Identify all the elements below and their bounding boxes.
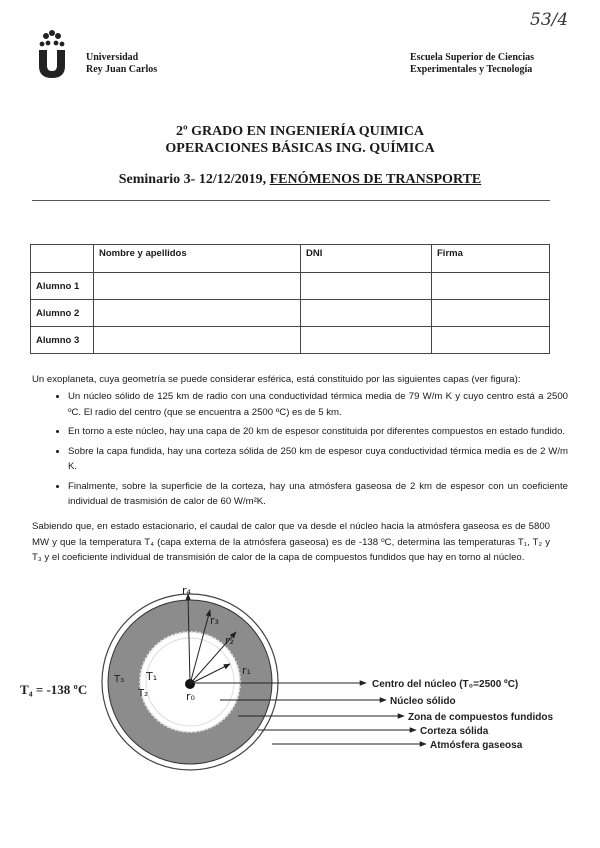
handwritten-note: 53/4	[530, 10, 569, 30]
signature-field[interactable]	[432, 327, 550, 354]
problem-intro: Un exoplaneta, cuya geometría se puede considerar esférica, está constituido por las siguientes capas (ver figura):	[32, 374, 521, 385]
dni-field[interactable]	[301, 300, 432, 327]
degree-title: 2º GRADO EN INGENIERÍA QUIMICA	[175, 124, 425, 139]
table-header-cell	[31, 245, 94, 273]
list-item: • Finalmente, sobre la superficie de la corteza, hay una atmósfera gaseosa de 2 km de espesor con un coeficiente individual de trasmisión de calor de 60 W/m²K.	[68, 479, 568, 510]
student-label: Alumno 1	[31, 273, 94, 300]
seminar-prefix: Seminario 3- 12/12/2019,	[118, 172, 270, 187]
problem-question: Sabiendo que, en estado estacionario, el caudal de calor que va desde el núcleo hacia la atmósfera gaseosa es de 5800 MW y que la temperatura T₄ (capa externa de la atmósfera gaseosa) es de -138 ºC, determina las temperaturas T₁, T₂ y T₃ y el coeficiente individual de transmisión de calor de la capa de compuestos fundidos que hay en torno al núcleo.	[32, 521, 550, 563]
student-label: Alumno 2	[31, 300, 94, 327]
seminar-title	[0, 172, 600, 188]
table-row	[31, 300, 550, 327]
university-line1: Universidad	[86, 52, 139, 63]
student-label: Alumno 3	[31, 327, 94, 354]
university-logo	[34, 30, 70, 78]
list-item: • Sobre la capa fundida, hay una corteza sólida de 250 km de espesor cuya conductividad térmica media es de 2 W/m K.	[68, 444, 568, 475]
list-item: • Un núcleo sólido de 125 km de radio con una conductividad térmica media de 79 W/m K y cuyo centro está a 2500 ºC. El radio del centro (que se encuentra a 2500 ºC) es de 5 km.	[68, 389, 568, 420]
school-line1: Escuela Superior de Ciencias	[410, 52, 534, 63]
list-item: • En torno a este núcleo, hay una capa de 20 km de espesor constituida por diferentes compuestos en estado fundido.	[68, 424, 568, 440]
name-field[interactable]	[94, 327, 301, 354]
temp-label-t2: T₂	[138, 688, 149, 699]
students-table	[30, 244, 550, 354]
university-name	[86, 52, 157, 76]
dni-field[interactable]	[301, 273, 432, 300]
legend-solid-core: Núcleo sólido	[390, 696, 456, 707]
radius-label-r0: r₀	[186, 690, 195, 703]
table-row	[31, 273, 550, 300]
legend-molten-zone: Zona de compuestos fundidos	[408, 712, 554, 723]
radius-label-r3: r₃	[210, 614, 219, 627]
dni-field[interactable]	[301, 327, 432, 354]
table-header-cell: Firma	[432, 245, 550, 273]
legend-center: Centro del núcleo (T₀=2500 ºC)	[372, 679, 519, 690]
school-line2: Experimentales y Tecnología	[410, 64, 533, 75]
table-header-cell: Nombre y apellidos	[94, 245, 301, 273]
radius-label-r4: r₄	[182, 584, 191, 597]
legend-atmosphere: Atmósfera gaseosa	[430, 740, 523, 751]
legend-crust: Corteza sólida	[420, 726, 489, 737]
university-line2: Rey Juan Carlos	[86, 64, 158, 75]
course-title: OPERACIONES BÁSICAS ING. QUÍMICA	[165, 141, 435, 156]
table-header-row	[31, 245, 550, 273]
signature-field[interactable]	[432, 300, 550, 327]
divider	[32, 200, 550, 201]
radius-label-r1: r₁	[242, 664, 251, 677]
table-header-cell: DNI	[301, 245, 432, 273]
temp-label-t4: T₄ = -138 ºC	[20, 682, 88, 697]
radius-label-r2: r₂	[225, 634, 234, 647]
school-name	[410, 52, 534, 76]
temp-label-t3: T₃	[114, 674, 125, 685]
name-field[interactable]	[94, 273, 301, 300]
seminar-topic: FENÓMENOS DE TRANSPORTE	[269, 172, 482, 187]
layer-list	[48, 389, 568, 514]
planet-diagram	[20, 572, 580, 772]
name-field[interactable]	[94, 300, 301, 327]
temp-label-t1: T₁	[146, 670, 158, 683]
signature-field[interactable]	[432, 273, 550, 300]
table-row	[31, 327, 550, 354]
